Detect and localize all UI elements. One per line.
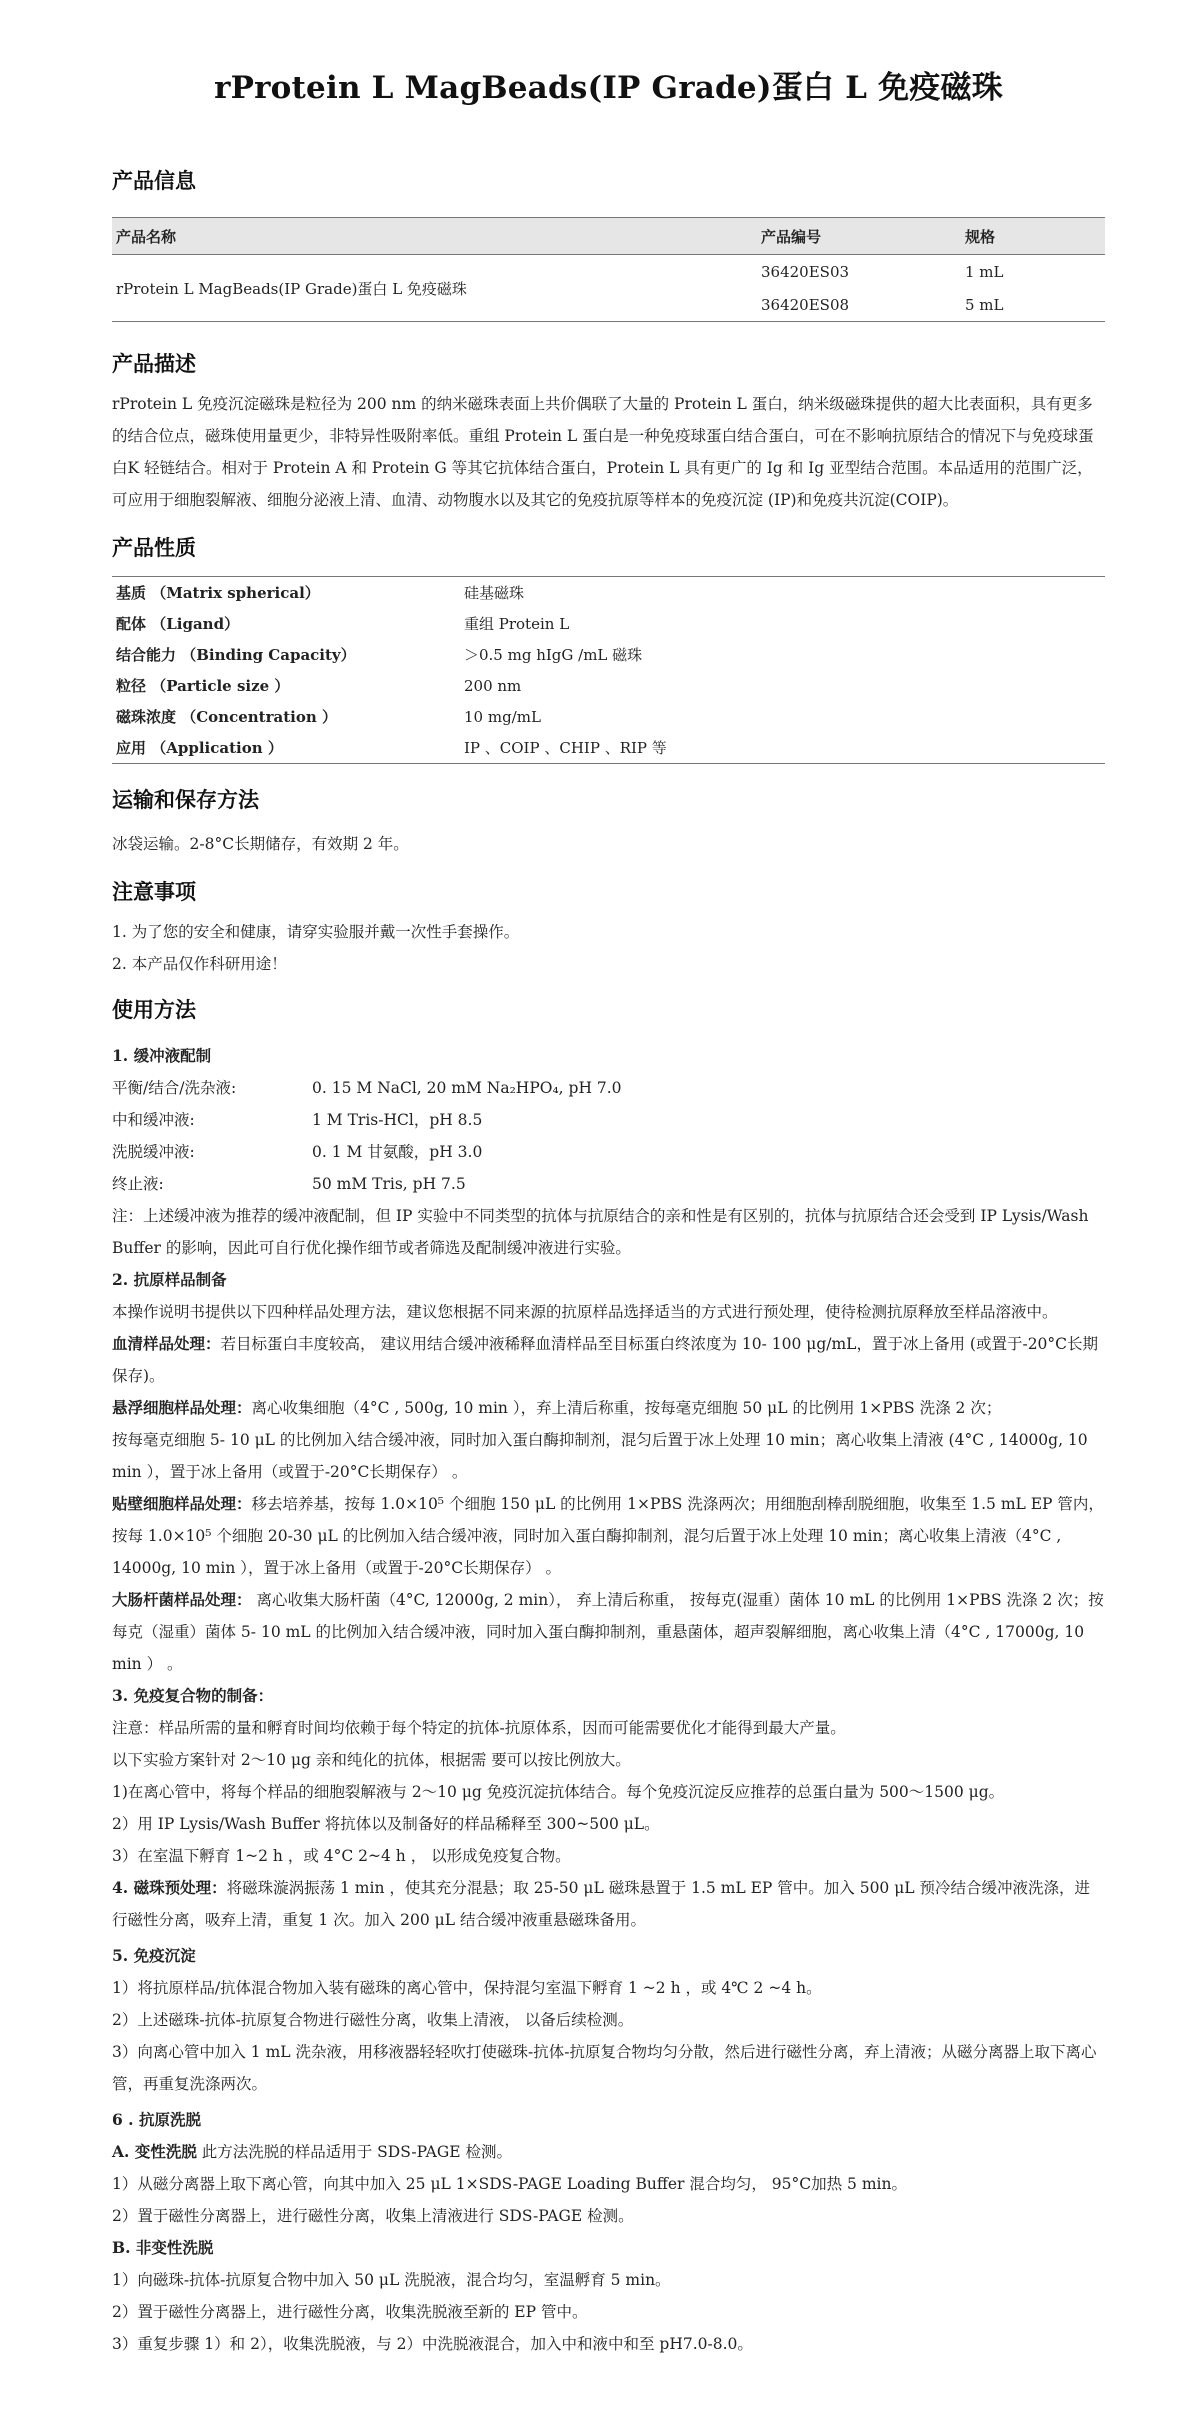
section-heading-notes: 注意事项 — [112, 879, 196, 904]
step-6-title: 6 . 抗原洗脱 — [112, 2110, 201, 2129]
property-value: IP 、COIP 、CHIP 、RIP 等 — [464, 739, 667, 757]
property-value: 10 mg/mL — [464, 707, 541, 726]
product-code-cell: 36420ES08 — [757, 288, 961, 322]
step-2-intro: 本操作说明书提供以下四种样品处理方法，建议您根据不同来源的抗原样品选择适当的方式进行预处理，使待检测抗原释放至样品溶液中。 — [112, 1303, 1058, 1321]
property-row — [112, 608, 1105, 639]
step-4-text: 将磁珠漩涡振荡 1 min ，使其充分混悬；取 25-50 μL 磁珠悬置于 1.5 mL EP 管中。加入 500 μL 预冷结合缓冲液洗涤，进行磁性分离，吸弃上清，重复 1 次。加入 200 μL 结合缓冲液重悬磁珠备用。 — [112, 1879, 1091, 1929]
header-spec: 规格 — [961, 218, 1105, 255]
step-6a-text: 此方法洗脱的样品适用于 SDS-PAGE 检测。 — [196, 2143, 512, 2161]
spec-cell: 1 mL — [965, 262, 1004, 281]
adherent-sample-paragraph — [112, 1488, 1105, 1584]
buffer-row — [112, 1104, 1105, 1136]
property-row — [112, 577, 1105, 609]
step-1-title: 1. 缓冲液配制 — [112, 1046, 212, 1065]
note-item: 2. 本产品仅作科研用途！ — [112, 955, 287, 973]
step-3-title: 3. 免疫复合物的制备： — [112, 1686, 274, 1705]
suspension-sample-paragraph — [112, 1392, 1105, 1424]
serum-sample-paragraph — [112, 1328, 1105, 1392]
step-4-paragraph — [112, 1872, 1105, 1936]
property-row — [112, 670, 1105, 701]
step-6a-line: 2）置于磁性分离器上，进行磁性分离，收集上清液进行 SDS-PAGE 检测。 — [112, 2207, 634, 2225]
property-key: 结合能力 （Binding Capacity） — [116, 646, 356, 664]
section-heading-usage: 使用方法 — [112, 997, 196, 1022]
step-3-line: 以下实验方案针对 2～10 μg 亲和纯化的抗体，根据需 要可以按比例放大。 — [112, 1751, 631, 1769]
spec-cell: 5 mL — [961, 288, 1105, 322]
product-info-table — [112, 217, 1105, 322]
suspension-text: 离心收集细胞（4°C , 500g, 10 min ），弃上清后称重，按每毫克细胞 50 μL 的比例用 1×PBS 洗涤 2 次； — [251, 1399, 1002, 1417]
ecoli-label: 大肠杆菌样品处理： — [112, 1590, 252, 1609]
serum-text: 若目标蛋白丰度较高， 建议用结合缓冲液稀释血清样品至目标蛋白终浓度为 10- 100 μg/mL，置于冰上备用 (或置于-20°C长期保存)。 — [112, 1335, 1099, 1385]
buffer-name: 洗脱缓冲液: — [112, 1143, 195, 1161]
section-heading-info: 产品信息 — [112, 168, 196, 193]
step-3-line: 注意：样品所需的量和孵育时间均依赖于每个特定的抗体-抗原体系，因而可能需要优化才能得到最大产量。 — [112, 1719, 846, 1737]
product-name-cell: rProtein L MagBeads(IP Grade)蛋白 L 免疫磁珠 — [112, 255, 757, 322]
suspension-label: 悬浮细胞样品处理： — [112, 1398, 252, 1417]
document-title: rProtein L MagBeads(IP Grade)蛋白 L 免疫磁珠 — [214, 70, 1003, 106]
step-5-line: 1）将抗原样品/抗体混合物加入装有磁珠的离心管中，保持混匀室温下孵育 1 ~2 h ，或 4℃ 2 ~4 h。 — [112, 1979, 822, 1997]
step-6a-paragraph — [112, 2136, 1105, 2168]
property-row — [112, 639, 1105, 670]
step-4-label: 4. 磁珠预处理： — [112, 1878, 227, 1897]
property-value: 200 nm — [464, 676, 522, 695]
property-key: 基质 （Matrix spherical） — [116, 584, 320, 602]
step-3-line: 2）用 IP Lysis/Wash Buffer 将抗体以及制备好的样品稀释至 300~500 μL。 — [112, 1815, 660, 1833]
section-heading-description: 产品描述 — [112, 351, 196, 376]
serum-label: 血清样品处理： — [112, 1334, 221, 1353]
step-6b-label: B. 非变性洗脱 — [112, 2238, 214, 2257]
property-row — [112, 701, 1105, 732]
property-key: 配体 （Ligand） — [116, 615, 240, 633]
product-description: rProtein L 免疫沉淀磁珠是粒径为 200 nm 的纳米磁珠表面上共价偶联了大量的 Protein L 蛋白，纳米级磁珠提供的超大比表面积，具有更多的结合位点，磁珠使用量更少，非特异性吸附率低。重组 Protein L 蛋白是一种免疫球蛋白结合蛋白，可在不影响抗原结合的情况下与免疫球蛋白K 轻链结合。相对于 Protein A 和 Protein G 等其它抗体结合蛋白，Protein L 具有更广的 Ig 和 Ig 亚型结合范围。本品适用的范围广泛，可应用于细胞裂解液、细胞分泌液上清、血清、动物腹水以及其它的免疫抗原等样本的免疫沉淀 (IP)和免疫共沉淀(COIP)。 — [112, 395, 1094, 509]
buffer-recipe: 0. 1 M 甘氨酸，pH 3.0 — [312, 1143, 483, 1161]
buffer-name: 平衡/结合/洗杂液: — [112, 1079, 237, 1097]
step-5-line: 3）向离心管中加入 1 mL 洗杂液，用移液器轻轻吹打使磁珠-抗体-抗原复合物均匀分散，然后进行磁性分离，弃上清液；从磁分离器上取下离心管，再重复洗涤两次。 — [112, 2043, 1097, 2093]
step-5-title: 5. 免疫沉淀 — [112, 1946, 196, 1965]
product-properties-table — [112, 576, 1105, 764]
header-product-name: 产品名称 — [112, 218, 757, 255]
ecoli-sample-paragraph — [112, 1584, 1105, 1680]
step-5-line: 2）上述磁珠-抗体-抗原复合物进行磁性分离，收集上清液， 以备后续检测。 — [112, 2011, 634, 2029]
step-6b-line: 1）向磁珠-抗体-抗原复合物中加入 50 μL 洗脱液，混合均匀，室温孵育 5 min。 — [112, 2271, 671, 2289]
section-heading-storage: 运输和保存方法 — [112, 787, 259, 812]
suspension-text-continued: 按每毫克细胞 5- 10 μL 的比例加入结合缓冲液，同时加入蛋白酶抑制剂，混匀后置于冰上处理 10 min；离心收集上清液 (4°C , 14000g, 10 min ），置于冰上备用（或置于-20°C长期保存） 。 — [112, 1431, 1088, 1481]
property-row — [112, 732, 1105, 764]
property-key: 粒径 （Particle size ） — [116, 677, 290, 695]
property-value: ＞0.5 mg hIgG /mL 磁珠 — [464, 646, 643, 664]
step-3-line: 3）在室温下孵育 1~2 h ，或 4°C 2~4 h ， 以形成免疫复合物。 — [112, 1847, 571, 1865]
step-6a-label: A. 变性洗脱 — [112, 2142, 197, 2161]
buffer-row — [112, 1072, 1105, 1104]
buffer-recipe: 0. 15 M NaCl, 20 mM Na₂HPO₄, pH 7.0 — [312, 1079, 622, 1097]
header-product-code: 产品编号 — [757, 218, 961, 255]
ecoli-text: 离心收集大肠杆菌（4°C, 12000g, 2 min）， 弃上清后称重， 按每克(湿重）菌体 10 mL 的比例用 1×PBS 洗涤 2 次；按每克（湿重）菌体 5- 10 mL 的比例加入结合缓冲液，同时加入蛋白酶抑制剂，重悬菌体，超声裂解细胞，离心收集上清（4°C , 17000g, 10 min ） 。 — [112, 1591, 1104, 1673]
product-code-cell: 36420ES03 — [761, 262, 850, 281]
section-heading-properties: 产品性质 — [112, 535, 196, 560]
step-6a-line: 1）从磁分离器上取下离心管，向其中加入 25 μL 1×SDS-PAGE Loading Buffer 混合均匀， 95°C加热 5 min。 — [112, 2175, 907, 2193]
buffer-row — [112, 1136, 1105, 1168]
step-6b-line: 3）重复步骤 1）和 2），收集洗脱液，与 2）中洗脱液混合，加入中和液中和至 pH7.0-8.0。 — [112, 2335, 753, 2353]
property-key: 磁珠浓度 （Concentration ） — [116, 708, 337, 726]
note-item: 1. 为了您的安全和健康，请穿实验服并戴一次性手套操作。 — [112, 923, 520, 941]
adherent-label: 贴壁细胞样品处理： — [112, 1494, 252, 1513]
step-3-line: 1)在离心管中，将每个样品的细胞裂解液与 2～10 μg 免疫沉淀抗体结合。每个免疫沉淀反应推荐的总蛋白量为 500～1500 μg。 — [112, 1783, 1005, 1801]
buffer-name: 中和缓冲液: — [112, 1111, 195, 1129]
property-value: 重组 Protein L — [464, 615, 570, 633]
property-value: 硅基磁珠 — [464, 584, 525, 602]
buffer-note: 注：上述缓冲液为推荐的缓冲液配制，但 IP 实验中不同类型的抗体与抗原结合的亲和性是有区别的，抗体与抗原结合还会受到 IP Lysis/Wash Buffer 的影响，因此可自行优化操作细节或者筛选及配制缓冲液进行实验。 — [112, 1207, 1089, 1257]
property-key: 应用 （Application ） — [116, 739, 283, 757]
buffer-name: 终止液: — [112, 1175, 164, 1193]
step-6b-line: 2）置于磁性分离器上，进行磁性分离，收集洗脱液至新的 EP 管中。 — [112, 2303, 588, 2321]
buffer-row — [112, 1168, 1105, 1200]
step-2-title: 2. 抗原样品制备 — [112, 1270, 227, 1289]
storage-text: 冰袋运输。2-8°C长期储存，有效期 2 年。 — [112, 835, 409, 853]
buffer-recipe: 50 mM Tris, pH 7.5 — [312, 1175, 466, 1193]
buffer-recipe: 1 M Tris-HCl，pH 8.5 — [312, 1111, 483, 1129]
adherent-text: 移去培养基，按每 1.0×10⁵ 个细胞 150 μL 的比例用 1×PBS 洗涤两次；用细胞刮棒刮脱细胞，收集至 1.5 mL EP 管内，按每 1.0×10⁵ 个细胞 20-30 μL 的比例加入结合缓冲液，同时加入蛋白酶抑制剂，混匀后置于冰上处理 10 min；离心收集上清液（4°C , 14000g, 10 min ），置于冰上备用（或置于-20°C长期保存） 。 — [112, 1495, 1104, 1577]
